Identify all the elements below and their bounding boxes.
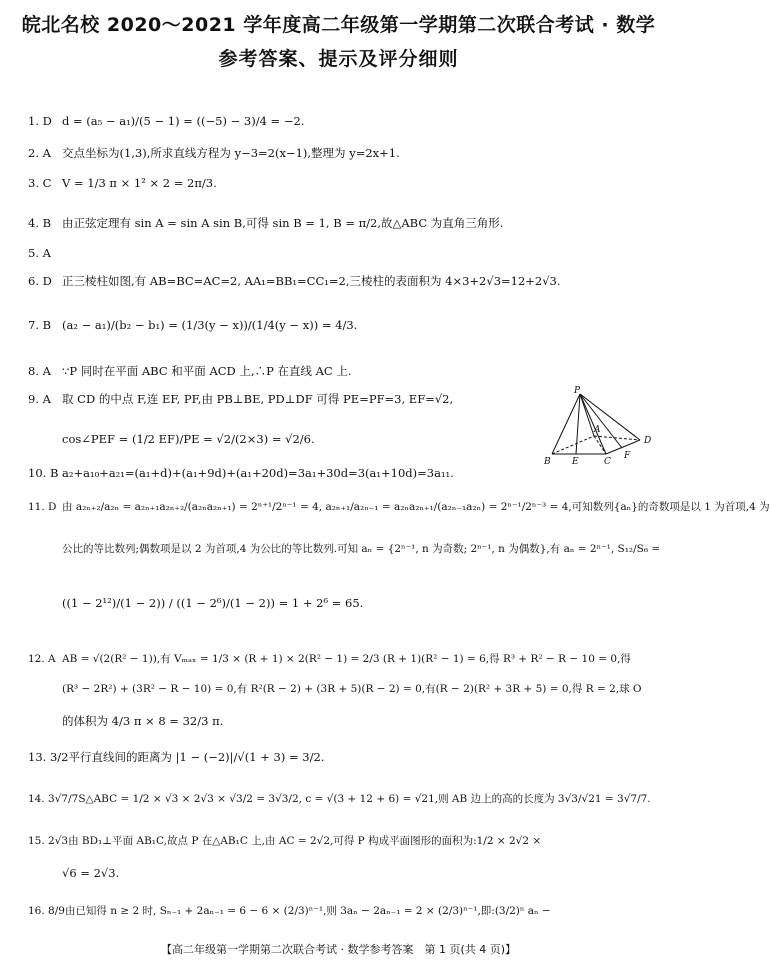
- figure-label: D: [644, 436, 652, 446]
- answer-line: [28, 500, 770, 515]
- answer-number: 16. 8/9: [28, 905, 65, 917]
- answer-text: 由 BD₁⊥平面 AB₁C,故点 P 在△AB₁C 上,由 AC = 2√2,可得 P 构成平面图形的面积为:1/2 × 2√2 ×: [68, 835, 542, 847]
- answer-number: 7. B: [28, 318, 52, 332]
- answer-text: 由已知得 n ≥ 2 时, Sₙ₋₁ + 2aₙ₋₁ = 6 − 6 × (2/3)ⁿ⁻¹,则 3aₙ − 2aₙ₋₁ = 2 × (2/3)ⁿ⁻¹,即:(3/2)ⁿ aₙ −: [64, 905, 551, 917]
- answer-text: d = (a₅ − a₁)/(5 − 1) = ((−5) − 3)/4 = −2.: [62, 114, 305, 128]
- answer-text: 由 a₂ₙ₊₂/a₂ₙ = a₂ₙ₊₁a₂ₙ₊₂/(a₂ₙa₂ₙ₊₁) = 2ⁿ⁺¹/2ⁿ⁻¹ = 4, a₂ₙ₊₁/a₂ₙ₋₁ = a₂ₙa₂ₙ₊₁/(a₂ₙ₋₁a₂ₙ) = 2ⁿ⁻¹/2ⁿ⁻³ = 4,可知数列{aₙ}的奇数项是以 1 为首项,4 为: [62, 501, 770, 513]
- answer-line: [28, 714, 657, 729]
- answer-text: (a₂ − a₁)/(b₂ − b₁) = (1/3(y − x))/(1/4(y − x)) = 4/3.: [62, 318, 358, 332]
- answer-number: 11. D: [28, 501, 57, 513]
- answer-text: 正三棱柱如图,有 AB=BC=AC=2, AA₁=BB₁=CC₁=2,三棱柱的表面积为 4×3+2√3=12+2√3.: [62, 274, 561, 288]
- answer-line: [28, 750, 657, 765]
- answer-line: [28, 274, 657, 289]
- figure-label: A: [594, 425, 601, 435]
- answer-line: [28, 652, 657, 667]
- answer-text: ∵P 同时在平面 ABC 和平面 ACD 上,∴P 在直线 AC 上.: [62, 364, 352, 378]
- answer-line: [28, 146, 657, 161]
- answer-line: [28, 834, 657, 849]
- figure-label: E: [572, 457, 579, 467]
- answer-number: 6. D: [28, 274, 52, 288]
- answer-line: [28, 596, 657, 611]
- answer-line: [28, 682, 657, 697]
- answer-number: 13. 3/2: [28, 750, 69, 764]
- answer-text: 的体积为 4/3 π × 8 = 32/3 π.: [62, 714, 224, 728]
- answer-text: AB = √(2(R² − 1)),有 Vₘₐₓ = 1/3 × (R + 1) × 2(R² − 1) = 2/3 (R + 1)(R² − 1) = 6,得 R³ + R² − R − 10 = 0,得: [62, 653, 631, 665]
- answer-number: 1. D: [28, 114, 52, 128]
- answer-text: 公比的等比数列;偶数项是以 2 为首项,4 为公比的等比数列.可知 aₙ = {2ⁿ⁻¹, n 为奇数; 2ⁿ⁻¹, n 为偶数},有 aₙ = 2ⁿ⁻¹, S₁₂/S₆ =: [62, 543, 661, 555]
- figure-label: F: [624, 451, 631, 461]
- answer-line: [28, 114, 657, 129]
- figure-label: C: [604, 457, 611, 467]
- answer-line: [28, 216, 657, 231]
- pyramid-figure: [540, 388, 660, 468]
- answer-number: 10. B: [28, 466, 59, 480]
- answer-text: √6 = 2√3.: [62, 866, 120, 880]
- answer-line: [28, 392, 532, 407]
- answer-text: V = 1/3 π × 1² × 2 = 2π/3.: [62, 176, 217, 190]
- page-footer: 【高二年级第一学期第二次联合考试 · 数学参考答案 第 1 页(共 4 页)】: [160, 943, 517, 956]
- answer-number: 2. A: [28, 146, 51, 160]
- answer-line: [28, 364, 657, 379]
- answer-number: 15. 2√3: [28, 835, 69, 847]
- answer-line: [28, 246, 657, 261]
- answer-text: a₂+a₁₀+a₂₁=(a₁+d)+(a₁+9d)+(a₁+20d)=3a₁+30d=3(a₁+10d)=3a₁₁.: [62, 466, 454, 480]
- answer-text: cos∠PEF = (1/2 EF)/PE = √2/(2×3) = √2/6.: [62, 432, 315, 446]
- answer-number: 4. B: [28, 216, 52, 230]
- answer-text: 由正弦定理有 sin A = sin A sin B,可得 sin B = 1, B = π/2,故△ABC 为直角三角形.: [62, 216, 504, 230]
- answer-number: 3. C: [28, 176, 52, 190]
- answer-line: [28, 318, 657, 333]
- answer-number: 5. A: [28, 246, 51, 260]
- answer-line: [28, 466, 657, 481]
- answer-line: [28, 792, 657, 807]
- answer-text: (R³ − 2R²) + (3R² − R − 10) = 0,有 R²(R − 2) + (3R + 5)(R − 2) = 0,有(R − 2)(R² + 3R + 5) = 0,得 R = 2,球 O: [62, 683, 642, 695]
- answer-line: [28, 904, 657, 919]
- answer-number: 12. A: [28, 653, 56, 665]
- answer-line: [28, 176, 657, 191]
- page-subtitle: 参考答案、提示及评分细则: [218, 48, 459, 70]
- answer-number: 14. 3√7/7: [28, 793, 79, 805]
- answer-number: 9. A: [28, 392, 51, 406]
- answer-line: [28, 542, 661, 557]
- answer-text: 取 CD 的中点 F,连 EF, PF,由 PB⊥BE, PD⊥DF 可得 PE=PF=3, EF=√2,: [62, 392, 454, 406]
- figure-label: P: [574, 386, 581, 396]
- answer-text: S△ABC = 1/2 × √3 × 2√3 × √3/2 = 3√3/2, c = √(3 + 12 + 6) = √21,则 AB 边上的高的长度为 3√3/√21 = 3√7/7.: [78, 793, 651, 805]
- answer-number: 8. A: [28, 364, 51, 378]
- figure-label: B: [544, 457, 551, 467]
- answer-text: ((1 − 2¹²)/(1 − 2)) / ((1 − 2⁶)/(1 − 2)) = 1 + 2⁶ = 65.: [62, 596, 364, 610]
- answer-line: [28, 432, 532, 447]
- answer-text: 交点坐标为(1,3),所求直线方程为 y−3=2(x−1),整理为 y=2x+1.: [62, 146, 400, 160]
- answer-text: 平行直线间的距离为 |1 − (−2)|/√(1 + 3) = 3/2.: [68, 750, 325, 764]
- page-title: 皖北名校 2020～2021 学年度高二年级第一学期第二次联合考试 · 数学: [21, 14, 656, 36]
- answer-line: [28, 866, 657, 881]
